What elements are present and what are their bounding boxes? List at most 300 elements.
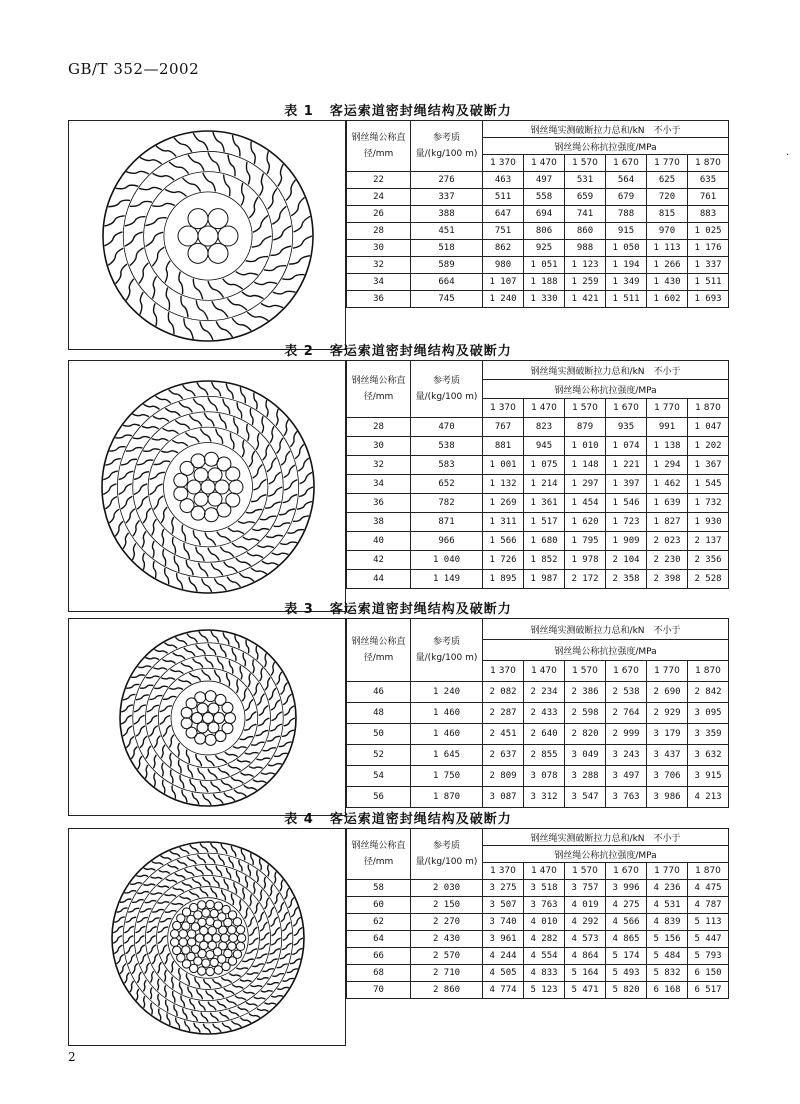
force-cell: 558	[524, 189, 565, 206]
strength-grade: 1 870	[688, 863, 729, 880]
force-cell: 1 297	[565, 475, 606, 494]
force-cell: 1 430	[647, 274, 688, 291]
mass-cell: 1 460	[411, 703, 483, 724]
force-cell: 2 356	[688, 551, 729, 570]
force-cell: 3 359	[688, 724, 729, 745]
diameter-cell: 24	[347, 189, 411, 206]
force-cell: 767	[483, 418, 524, 437]
mass-cell: 583	[411, 456, 483, 475]
force-cell: 5 484	[647, 948, 688, 965]
force-cell: 1 795	[565, 532, 606, 551]
force-cell: 1 240	[483, 291, 524, 308]
strength-grade: 1 670	[606, 399, 647, 418]
table-row	[347, 172, 729, 189]
diameter-cell: 30	[347, 240, 411, 257]
force-cell: 1 517	[524, 513, 565, 532]
diameter-cell: 32	[347, 456, 411, 475]
force-cell: 1 214	[524, 475, 565, 494]
force-cell: 1 827	[647, 513, 688, 532]
strength-grade: 1 470	[524, 399, 565, 418]
force-cell: 3 049	[565, 745, 606, 766]
rope-cross-section-drawing	[69, 829, 347, 1047]
diameter-cell: 50	[347, 724, 411, 745]
mass-cell: 1 240	[411, 682, 483, 703]
force-cell: 2 809	[483, 766, 524, 787]
force-cell: 741	[565, 206, 606, 223]
force-cell: 2 690	[647, 682, 688, 703]
force-cell: 1 194	[606, 257, 647, 274]
mass-cell: 538	[411, 437, 483, 456]
mass-cell: 2 710	[411, 965, 483, 982]
table-row	[347, 513, 729, 532]
mass-cell: 2 150	[411, 897, 483, 914]
header-strength: 钢丝绳公称抗拉强度/MPa	[483, 380, 729, 399]
force-cell: 988	[565, 240, 606, 257]
header-mass: 参考质量/(kg/100 m)	[411, 121, 483, 172]
mass-cell: 2 270	[411, 914, 483, 931]
force-cell: 659	[565, 189, 606, 206]
mass-cell: 1 870	[411, 787, 483, 808]
force-cell: 3 961	[483, 931, 524, 948]
force-cell: 3 087	[483, 787, 524, 808]
header-breaking-force: 钢丝绳实测破断拉力总和/kN 不小于	[483, 829, 729, 846]
table-row	[347, 914, 729, 931]
force-cell: 5 174	[606, 948, 647, 965]
mass-cell: 2 860	[411, 982, 483, 999]
force-cell: 4 865	[606, 931, 647, 948]
force-cell: 2 999	[606, 724, 647, 745]
strength-grade: 1 370	[483, 155, 524, 172]
diameter-cell: 30	[347, 437, 411, 456]
force-cell: 3 986	[647, 787, 688, 808]
header-breaking-force: 钢丝绳实测破断拉力总和/kN 不小于	[483, 361, 729, 380]
force-cell: 647	[483, 206, 524, 223]
mass-cell: 966	[411, 532, 483, 551]
force-cell: 4 244	[483, 948, 524, 965]
force-cell: 2 172	[565, 570, 606, 589]
strength-grade: 1 870	[688, 399, 729, 418]
strength-grade: 1 370	[483, 399, 524, 418]
force-cell: 531	[565, 172, 606, 189]
force-cell: 860	[565, 223, 606, 240]
table-row	[347, 551, 729, 570]
mass-cell: 2 030	[411, 880, 483, 897]
force-cell: 3 763	[524, 897, 565, 914]
diameter-cell: 62	[347, 914, 411, 931]
force-cell: 463	[483, 172, 524, 189]
mass-cell: 1 750	[411, 766, 483, 787]
force-cell: 2 451	[483, 724, 524, 745]
header-breaking-force: 钢丝绳实测破断拉力总和/kN 不小于	[483, 619, 729, 640]
strength-grade: 1 470	[524, 661, 565, 682]
mass-cell: 451	[411, 223, 483, 240]
table-row	[347, 787, 729, 808]
table-row	[347, 437, 729, 456]
rope-cross-section-figure	[68, 360, 346, 612]
force-cell: 2 398	[647, 570, 688, 589]
header-diameter: 钢丝绳公称直径/mm	[347, 121, 411, 172]
force-cell: 1 176	[688, 240, 729, 257]
force-cell: 3 497	[606, 766, 647, 787]
table-title: 客运索道密封绳结构及破断力	[329, 812, 512, 827]
force-cell: 1 726	[483, 551, 524, 570]
force-cell: 925	[524, 240, 565, 257]
table-row	[347, 456, 729, 475]
force-cell: 6 517	[688, 982, 729, 999]
force-cell: 4 787	[688, 897, 729, 914]
diameter-cell: 34	[347, 475, 411, 494]
force-cell: 4 864	[565, 948, 606, 965]
force-cell: 5 113	[688, 914, 729, 931]
force-cell: 1 025	[688, 223, 729, 240]
force-cell: 806	[524, 223, 565, 240]
force-cell: 751	[483, 223, 524, 240]
mass-cell: 589	[411, 257, 483, 274]
force-cell: 3 996	[606, 880, 647, 897]
table-number: 表 3	[284, 602, 314, 617]
force-cell: 4 213	[688, 787, 729, 808]
force-cell: 2 023	[647, 532, 688, 551]
force-cell: 3 740	[483, 914, 524, 931]
force-cell: 1 680	[524, 532, 565, 551]
force-cell: 2 538	[606, 682, 647, 703]
page-header: GB/T 352—2002	[68, 60, 200, 78]
force-cell: 1 107	[483, 274, 524, 291]
table-row	[347, 257, 729, 274]
force-cell: 3 179	[647, 724, 688, 745]
table-caption	[68, 808, 728, 827]
rope-cross-section-figure	[68, 618, 346, 816]
force-cell: 635	[688, 172, 729, 189]
header-mass: 参考质量/(kg/100 m)	[411, 361, 483, 418]
force-cell: 1 361	[524, 494, 565, 513]
strength-grade: 1 370	[483, 661, 524, 682]
table-caption	[68, 340, 728, 359]
force-cell: 915	[606, 223, 647, 240]
strength-grade: 1 570	[565, 399, 606, 418]
diameter-cell: 32	[347, 257, 411, 274]
force-cell: 2 640	[524, 724, 565, 745]
force-cell: 4 531	[647, 897, 688, 914]
force-cell: 3 706	[647, 766, 688, 787]
table-row	[347, 206, 729, 223]
force-cell: 5 156	[647, 931, 688, 948]
table-row	[347, 682, 729, 703]
force-cell: 4 566	[606, 914, 647, 931]
margin-mark: ·	[786, 150, 790, 161]
force-cell: 1 266	[647, 257, 688, 274]
mass-cell: 276	[411, 172, 483, 189]
header-mass: 参考质量/(kg/100 m)	[411, 829, 483, 880]
rope-cross-section-figure	[68, 120, 346, 350]
force-cell: 3 078	[524, 766, 565, 787]
force-cell: 1 123	[565, 257, 606, 274]
force-cell: 945	[524, 437, 565, 456]
force-cell: 2 137	[688, 532, 729, 551]
force-cell: 1 188	[524, 274, 565, 291]
force-cell: 2 358	[606, 570, 647, 589]
force-cell: 497	[524, 172, 565, 189]
force-cell: 1 367	[688, 456, 729, 475]
force-cell: 1 010	[565, 437, 606, 456]
diameter-cell: 28	[347, 223, 411, 240]
table-row	[347, 965, 729, 982]
force-cell: 788	[606, 206, 647, 223]
table-row	[347, 240, 729, 257]
breaking-force-table	[346, 360, 729, 589]
table-title: 客运索道密封绳结构及破断力	[329, 602, 512, 617]
force-cell: 991	[647, 418, 688, 437]
force-cell: 862	[483, 240, 524, 257]
force-cell: 3 437	[647, 745, 688, 766]
force-cell: 1 930	[688, 513, 729, 532]
force-cell: 3 312	[524, 787, 565, 808]
force-cell: 2 082	[483, 682, 524, 703]
force-cell: 883	[688, 206, 729, 223]
mass-cell: 388	[411, 206, 483, 223]
table-row	[347, 724, 729, 745]
force-cell: 5 123	[524, 982, 565, 999]
force-cell: 2 855	[524, 745, 565, 766]
diameter-cell: 28	[347, 418, 411, 437]
breaking-force-table	[346, 618, 729, 808]
force-cell: 1 545	[688, 475, 729, 494]
strength-grade: 1 770	[647, 661, 688, 682]
mass-cell: 782	[411, 494, 483, 513]
force-cell: 3 507	[483, 897, 524, 914]
diameter-cell: 40	[347, 532, 411, 551]
force-cell: 4 573	[565, 931, 606, 948]
force-cell: 2 230	[647, 551, 688, 570]
diameter-cell: 42	[347, 551, 411, 570]
force-cell: 1 639	[647, 494, 688, 513]
table-row	[347, 931, 729, 948]
force-cell: 1 693	[688, 291, 729, 308]
header-breaking-force: 钢丝绳实测破断拉力总和/kN 不小于	[483, 121, 729, 138]
force-cell: 1 895	[483, 570, 524, 589]
mass-cell: 337	[411, 189, 483, 206]
force-cell: 1 047	[688, 418, 729, 437]
force-cell: 1 566	[483, 532, 524, 551]
diameter-cell: 36	[347, 291, 411, 308]
force-cell: 3 275	[483, 880, 524, 897]
diameter-cell: 44	[347, 570, 411, 589]
force-cell: 2 637	[483, 745, 524, 766]
diameter-cell: 64	[347, 931, 411, 948]
diameter-cell: 26	[347, 206, 411, 223]
rope-cross-section-drawing	[69, 619, 347, 817]
force-cell: 564	[606, 172, 647, 189]
strength-grade: 1 770	[647, 155, 688, 172]
force-cell: 2 234	[524, 682, 565, 703]
breaking-force-table	[346, 828, 729, 999]
force-cell: 1 311	[483, 513, 524, 532]
force-cell: 4 010	[524, 914, 565, 931]
page-number: 2	[68, 1050, 76, 1064]
strength-grade: 1 570	[565, 863, 606, 880]
table-row	[347, 982, 729, 999]
force-cell: 879	[565, 418, 606, 437]
strength-grade: 1 470	[524, 155, 565, 172]
diameter-cell: 60	[347, 897, 411, 914]
force-cell: 2 433	[524, 703, 565, 724]
strength-grade: 1 570	[565, 155, 606, 172]
force-cell: 5 493	[606, 965, 647, 982]
diameter-cell: 38	[347, 513, 411, 532]
mass-cell: 664	[411, 274, 483, 291]
force-cell: 1 294	[647, 456, 688, 475]
table-row	[347, 570, 729, 589]
force-cell: 3 763	[606, 787, 647, 808]
force-cell: 4 282	[524, 931, 565, 948]
table-title: 客运索道密封绳结构及破断力	[329, 104, 512, 119]
force-cell: 1 138	[647, 437, 688, 456]
force-cell: 3 518	[524, 880, 565, 897]
force-cell: 1 978	[565, 551, 606, 570]
force-cell: 1 330	[524, 291, 565, 308]
header-diameter: 钢丝绳公称直径/mm	[347, 619, 411, 682]
force-cell: 5 793	[688, 948, 729, 965]
mass-cell: 1 040	[411, 551, 483, 570]
table-row	[347, 880, 729, 897]
table-row	[347, 189, 729, 206]
table-row	[347, 494, 729, 513]
mass-cell: 1 645	[411, 745, 483, 766]
diameter-cell: 58	[347, 880, 411, 897]
diameter-cell: 48	[347, 703, 411, 724]
force-cell: 2 598	[565, 703, 606, 724]
force-cell: 720	[647, 189, 688, 206]
table-number: 表 4	[284, 812, 314, 827]
mass-cell: 518	[411, 240, 483, 257]
force-cell: 3 243	[606, 745, 647, 766]
force-cell: 815	[647, 206, 688, 223]
force-cell: 4 554	[524, 948, 565, 965]
table-row	[347, 475, 729, 494]
force-cell: 3 288	[565, 766, 606, 787]
force-cell: 1 337	[688, 257, 729, 274]
table-row	[347, 897, 729, 914]
table-caption	[68, 100, 728, 119]
header-strength: 钢丝绳公称抗拉强度/MPa	[483, 846, 729, 863]
force-cell: 3 757	[565, 880, 606, 897]
strength-grade: 1 770	[647, 863, 688, 880]
mass-cell: 1 460	[411, 724, 483, 745]
force-cell: 5 471	[565, 982, 606, 999]
mass-cell: 2 430	[411, 931, 483, 948]
rope-cross-section-drawing	[69, 361, 347, 613]
force-cell: 1 132	[483, 475, 524, 494]
force-cell: 2 820	[565, 724, 606, 745]
force-cell: 1 732	[688, 494, 729, 513]
force-cell: 1 349	[606, 274, 647, 291]
force-cell: 694	[524, 206, 565, 223]
force-cell: 2 842	[688, 682, 729, 703]
header-mass: 参考质量/(kg/100 m)	[411, 619, 483, 682]
force-cell: 1 075	[524, 456, 565, 475]
diameter-cell: 46	[347, 682, 411, 703]
force-cell: 881	[483, 437, 524, 456]
force-cell: 679	[606, 189, 647, 206]
force-cell: 1 051	[524, 257, 565, 274]
table-caption	[68, 598, 728, 617]
force-cell: 1 202	[688, 437, 729, 456]
force-cell: 1 511	[688, 274, 729, 291]
mass-cell: 745	[411, 291, 483, 308]
strength-grade: 1 670	[606, 155, 647, 172]
force-cell: 1 113	[647, 240, 688, 257]
force-cell: 3 915	[688, 766, 729, 787]
force-cell: 1 546	[606, 494, 647, 513]
mass-cell: 652	[411, 475, 483, 494]
force-cell: 980	[483, 257, 524, 274]
force-cell: 1 269	[483, 494, 524, 513]
force-cell: 6 168	[647, 982, 688, 999]
table-row	[347, 532, 729, 551]
force-cell: 4 833	[524, 965, 565, 982]
diameter-cell: 36	[347, 494, 411, 513]
mass-cell: 470	[411, 418, 483, 437]
rope-cross-section-figure	[68, 828, 346, 1046]
force-cell: 1 723	[606, 513, 647, 532]
diameter-cell: 22	[347, 172, 411, 189]
force-cell: 625	[647, 172, 688, 189]
breaking-force-table	[346, 120, 729, 308]
force-cell: 4 505	[483, 965, 524, 982]
strength-grade: 1 670	[606, 863, 647, 880]
diameter-cell: 56	[347, 787, 411, 808]
force-cell: 1 001	[483, 456, 524, 475]
force-cell: 1 148	[565, 456, 606, 475]
strength-grade: 1 770	[647, 399, 688, 418]
force-cell: 1 397	[606, 475, 647, 494]
header-diameter: 钢丝绳公称直径/mm	[347, 361, 411, 418]
table-row	[347, 703, 729, 724]
table-number: 表 2	[284, 344, 314, 359]
rope-cross-section-drawing	[69, 121, 347, 351]
force-cell: 3 095	[688, 703, 729, 724]
force-cell: 761	[688, 189, 729, 206]
strength-grade: 1 570	[565, 661, 606, 682]
force-cell: 1 909	[606, 532, 647, 551]
force-cell: 2 764	[606, 703, 647, 724]
force-cell: 1 987	[524, 570, 565, 589]
force-cell: 1 421	[565, 291, 606, 308]
force-cell: 2 386	[565, 682, 606, 703]
mass-cell: 871	[411, 513, 483, 532]
table-row	[347, 223, 729, 240]
force-cell: 4 475	[688, 880, 729, 897]
force-cell: 2 104	[606, 551, 647, 570]
diameter-cell: 54	[347, 766, 411, 787]
force-cell: 5 447	[688, 931, 729, 948]
mass-cell: 2 570	[411, 948, 483, 965]
header-strength: 钢丝绳公称抗拉强度/MPa	[483, 640, 729, 661]
force-cell: 1 511	[606, 291, 647, 308]
force-cell: 970	[647, 223, 688, 240]
force-cell: 1 454	[565, 494, 606, 513]
force-cell: 4 019	[565, 897, 606, 914]
force-cell: 1 050	[606, 240, 647, 257]
table-number: 表 1	[284, 104, 314, 119]
diameter-cell: 68	[347, 965, 411, 982]
force-cell: 3 547	[565, 787, 606, 808]
strength-grade: 1 870	[688, 661, 729, 682]
diameter-cell: 34	[347, 274, 411, 291]
force-cell: 1 620	[565, 513, 606, 532]
table-row	[347, 766, 729, 787]
strength-grade: 1 670	[606, 661, 647, 682]
